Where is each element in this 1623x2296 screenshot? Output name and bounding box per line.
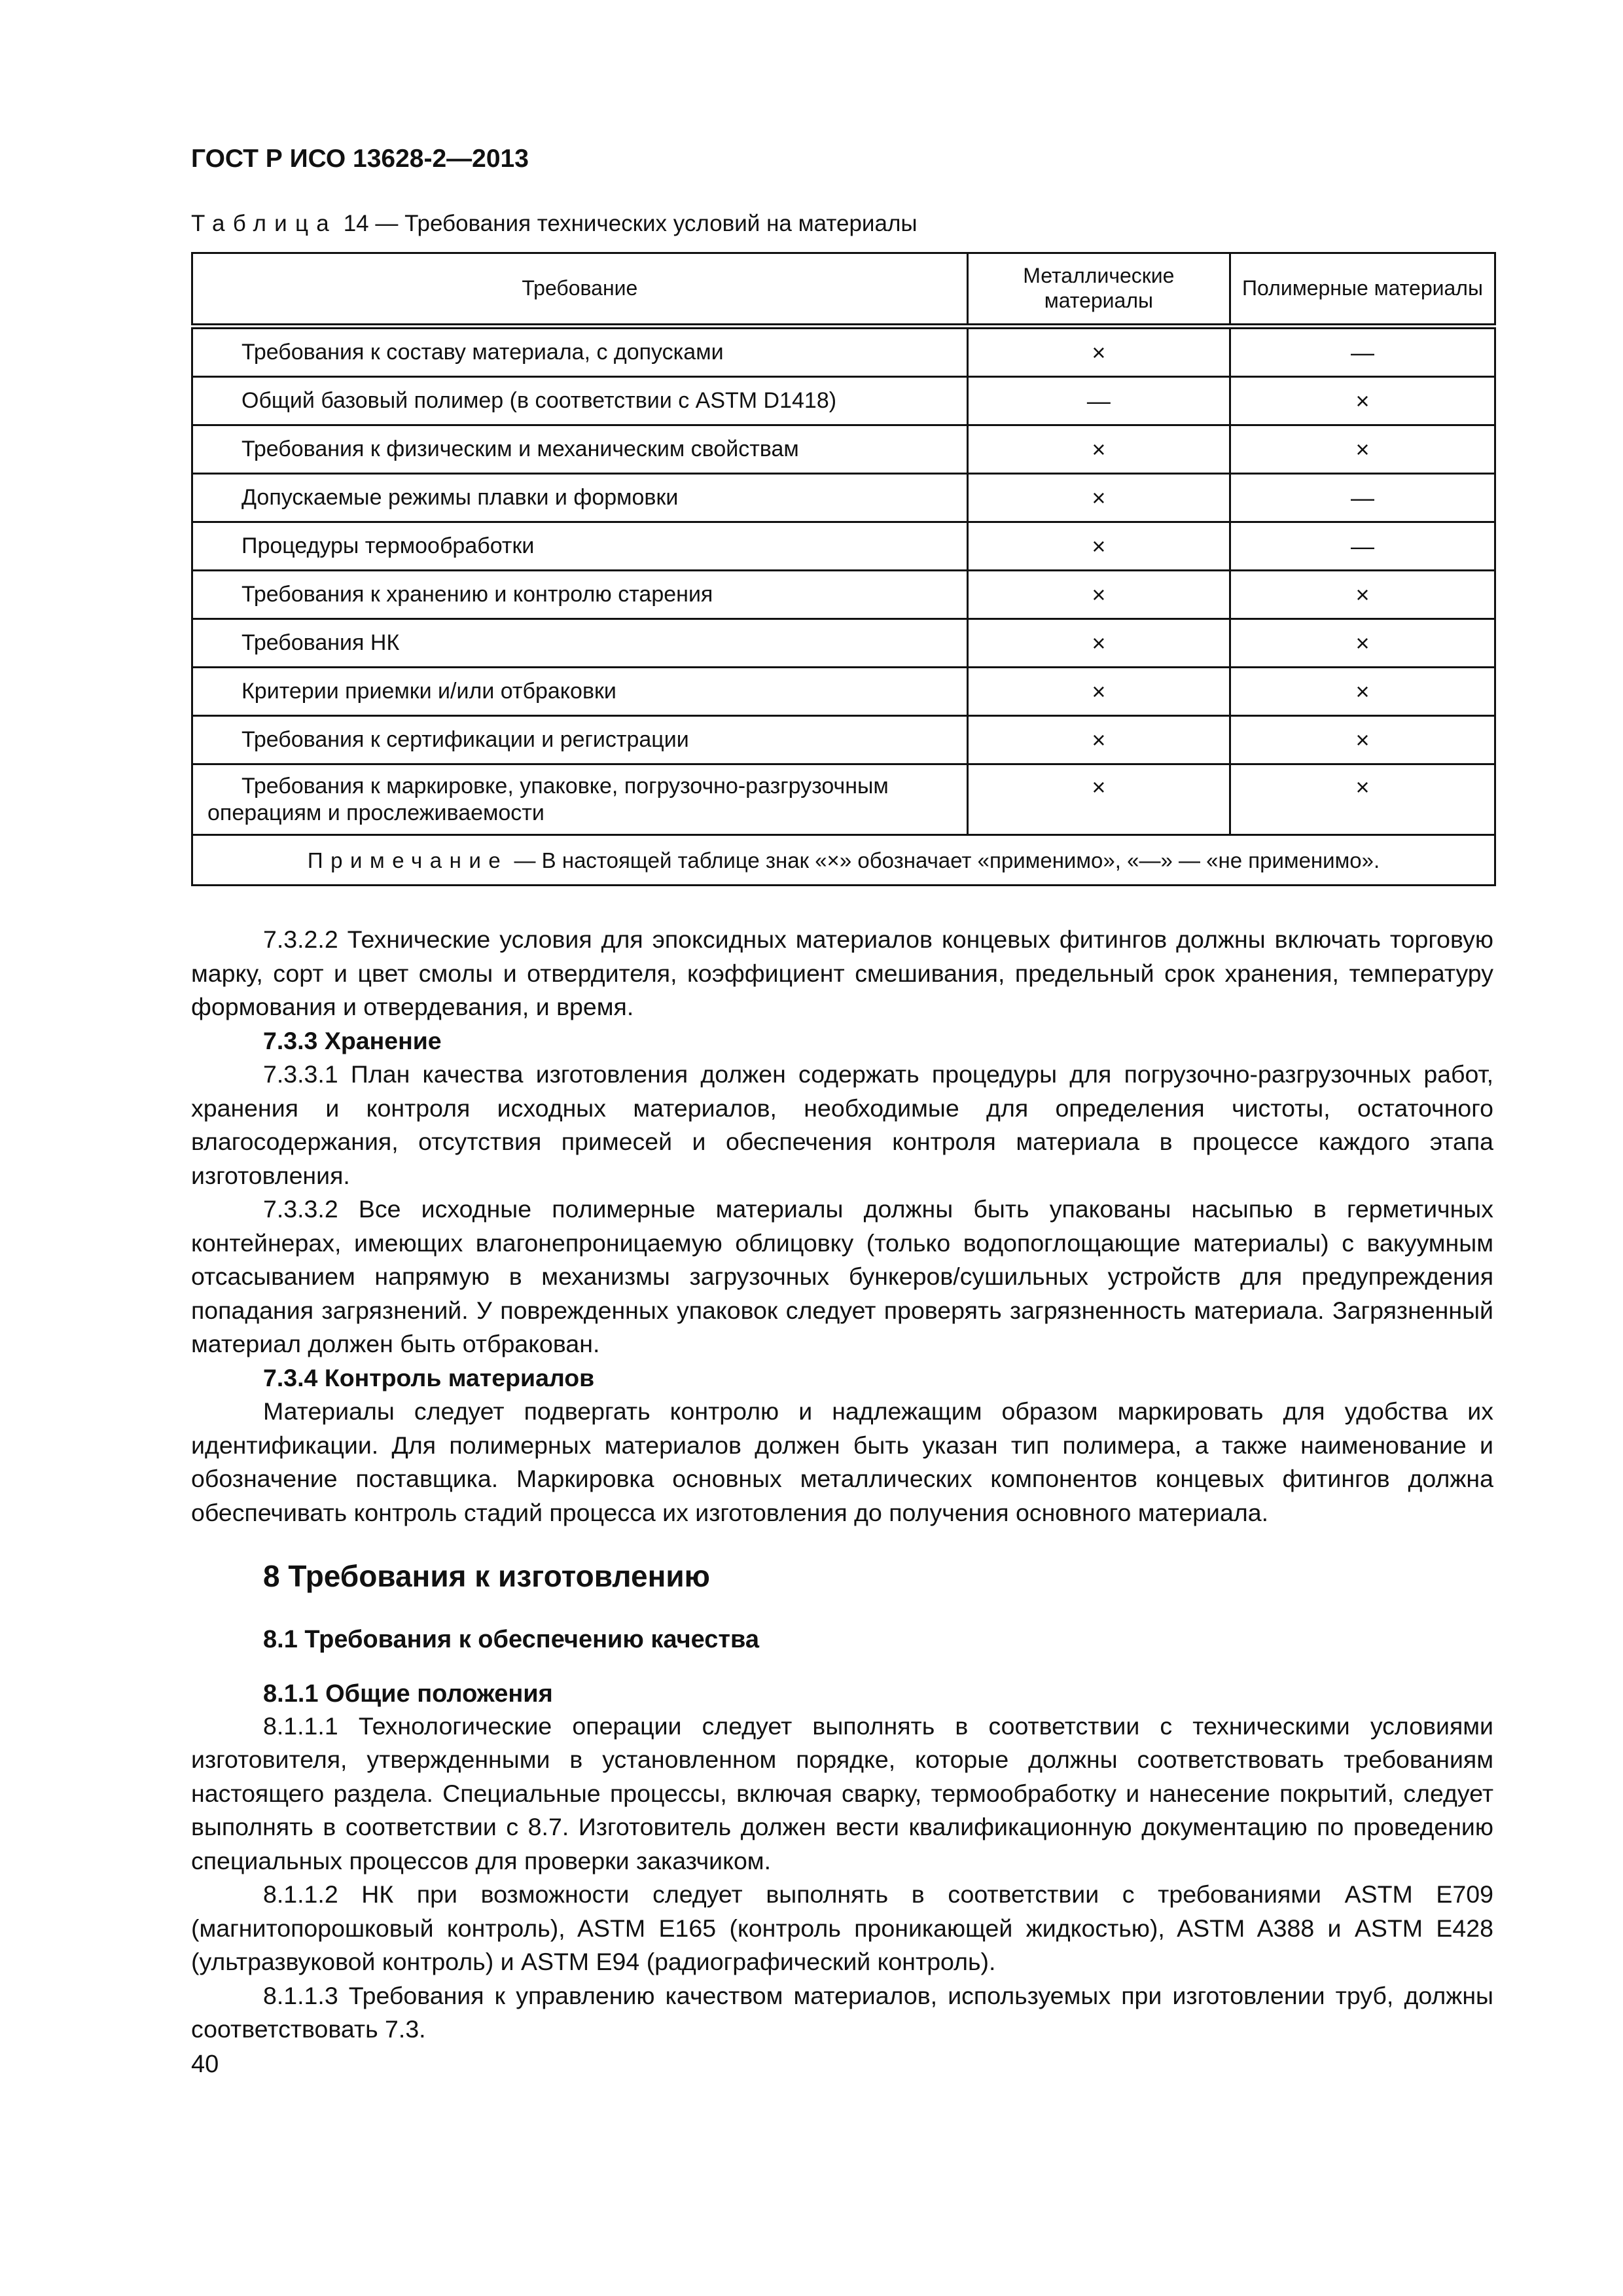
- metal-cell: ×: [967, 764, 1230, 835]
- column-header-requirement: Требование: [192, 253, 968, 326]
- metal-cell: ×: [967, 326, 1230, 376]
- document-code-header: ГОСТ Р ИСО 13628-2—2013: [191, 145, 529, 173]
- requirement-cell: Требования к составу материала, с допусками: [192, 326, 968, 376]
- requirement-cell: Критерии приемки и/или отбраковки: [192, 667, 968, 715]
- table-row: [192, 326, 1495, 376]
- polymer-cell: ×: [1230, 619, 1495, 667]
- table-note-label: Примечание: [307, 848, 508, 872]
- column-header-polymer: Полимерные материалы: [1230, 253, 1495, 326]
- metal-cell: ×: [967, 715, 1230, 764]
- metal-cell: ×: [967, 473, 1230, 522]
- requirement-cell: Допускаемые режимы плавки и формовки: [192, 473, 968, 522]
- metal-cell: ×: [967, 522, 1230, 570]
- metal-cell: ×: [967, 570, 1230, 619]
- polymer-cell: ×: [1230, 667, 1495, 715]
- polymer-cell: ×: [1230, 376, 1495, 425]
- metal-cell: ×: [967, 425, 1230, 473]
- requirements-table: [191, 252, 1496, 887]
- table-row: [192, 764, 1495, 835]
- table-note: [192, 835, 1495, 886]
- table-row: [192, 667, 1495, 715]
- polymer-cell: —: [1230, 522, 1495, 570]
- paragraph-8-1-1-3: 8.1.1.3 Требования к управлению качеством материалов, используемых при изготовлении труб, должны соответствовать 7.3.: [191, 1981, 1493, 2043]
- document-page: [191, 144, 1493, 2047]
- heading-7-3-3: 7.3.3 Хранение: [263, 1026, 442, 1054]
- table-row: [192, 425, 1495, 473]
- requirement-cell: Требования к хранению и контролю старения: [192, 570, 968, 619]
- polymer-cell: ×: [1230, 715, 1495, 764]
- table-row: [192, 715, 1495, 764]
- polymer-cell: ×: [1230, 764, 1495, 835]
- polymer-cell: —: [1230, 326, 1495, 376]
- requirement-cell: Требования НК: [192, 619, 968, 667]
- requirement-cell: Требования к физическим и механическим свойствам: [192, 425, 968, 473]
- polymer-cell: ×: [1230, 425, 1495, 473]
- paragraph-8-1-1-1: 8.1.1.1 Технологические операции следует выполнять в соответствии с техническими условиями изготовителя, утвержденными в установленном порядке, которые должны соответствовать требованиям настоящего раздела. Специальные процессы, включая сварку, термообработку и нанесение покрытий, следует выполнять в соответствии с 8.7. Изготовитель должен вести квалификационную документацию по проведению специальных процессов для проверки заказчиком.: [191, 1712, 1493, 1874]
- table-caption: [191, 210, 1493, 238]
- table-row: [192, 619, 1495, 667]
- paragraph-7-3-4: Материалы следует подвергать контролю и надлежащим образом маркировать для удобства их идентификации. Для полимерных материалов должен быть указан тип полимера, а также наименование и обозначение поставщика. Маркировка основных металлических компонентов концевых фитингов должна обеспечивать контроль стадий процесса их изготовления до получения основного материала.: [191, 1397, 1493, 1526]
- requirement-cell: Требования к маркировке, упаковке, погрузочно-разгрузочным операциям и прослеживаемости: [192, 764, 968, 835]
- paragraph-7-3-3-1: 7.3.3.1 План качества изготовления должен содержать процедуры для погрузочно-разгрузочных работ, хранения и контроля исходных материалов, необходимые для определения чистоты, остаточного влагосодержания, отсутствия примесей и обеспечения контроля материала в процессе каждого этапа изготовления.: [191, 1060, 1493, 1189]
- subsection-heading-8-1-1: 8.1.1 Общие положения: [263, 1680, 553, 1708]
- table-caption-label: Таблица: [191, 210, 337, 236]
- table-header-row: [192, 253, 1495, 326]
- table-caption-title: 14 — Требования технических условий на материалы: [336, 210, 918, 236]
- metal-cell: ×: [967, 667, 1230, 715]
- table-row: [192, 473, 1495, 522]
- paragraph-7-3-2-2: 7.3.2.2 Технические условия для эпоксидных материалов концевых фитингов должны включать торговую марку, сорт и цвет смолы и отвердителя, коэффициент смешивания, предельный срок хранения, температуру формования и отвердевания, и время.: [191, 925, 1493, 1021]
- paragraph-7-3-3-2: 7.3.3.2 Все исходные полимерные материалы должны быть упакованы насыпью в герметичных контейнерах, имеющих влагонепроницаемую облицовку (только водопоглощающие материалы) с вакуумным отсасыванием напрямую в механизмы загрузочных бункеров/сушильных устройств для предупреждения попадания загрязнений. У поврежденных упаковок следует проверять загрязненность материала. Загрязненный материал должен быть отбракован.: [191, 1195, 1493, 1358]
- requirement-cell: Процедуры термообработки: [192, 522, 968, 570]
- requirement-cell: Требования к сертификации и регистрации: [192, 715, 968, 764]
- table-row: [192, 376, 1495, 425]
- table-row: [192, 522, 1495, 570]
- subsection-heading-8-1: 8.1 Требования к обеспечению качества: [263, 1625, 760, 1653]
- metal-cell: ×: [967, 619, 1230, 667]
- polymer-cell: —: [1230, 473, 1495, 522]
- page-number: 40: [191, 2051, 219, 2078]
- table-row: [192, 570, 1495, 619]
- section-heading-8: 8 Требования к изготовлению: [263, 1559, 710, 1594]
- body-text: [191, 923, 1493, 2046]
- polymer-cell: ×: [1230, 570, 1495, 619]
- requirement-cell: Общий базовый полимер (в соответствии с ASTM D1418): [192, 376, 968, 425]
- metal-cell: —: [967, 376, 1230, 425]
- heading-7-3-4: 7.3.4 Контроль материалов: [263, 1363, 595, 1391]
- column-header-metal: Металлические материалы: [967, 253, 1230, 326]
- table-note-text: — В настоящей таблице знак «×» обозначает «применимо», «—» — «не применимо».: [508, 848, 1380, 872]
- paragraph-8-1-1-2: 8.1.1.2 НК при возможности следует выполнять в соответствии с требованиями ASTM E709 (магнитопорошковый контроль), ASTM E165 (контроль проникающей жидкостью), ASTM A388 и ASTM E428 (ультразвуковой контроль) и ASTM E94 (радиографический контроль).: [191, 1880, 1493, 1976]
- table-note-row: [192, 835, 1495, 886]
